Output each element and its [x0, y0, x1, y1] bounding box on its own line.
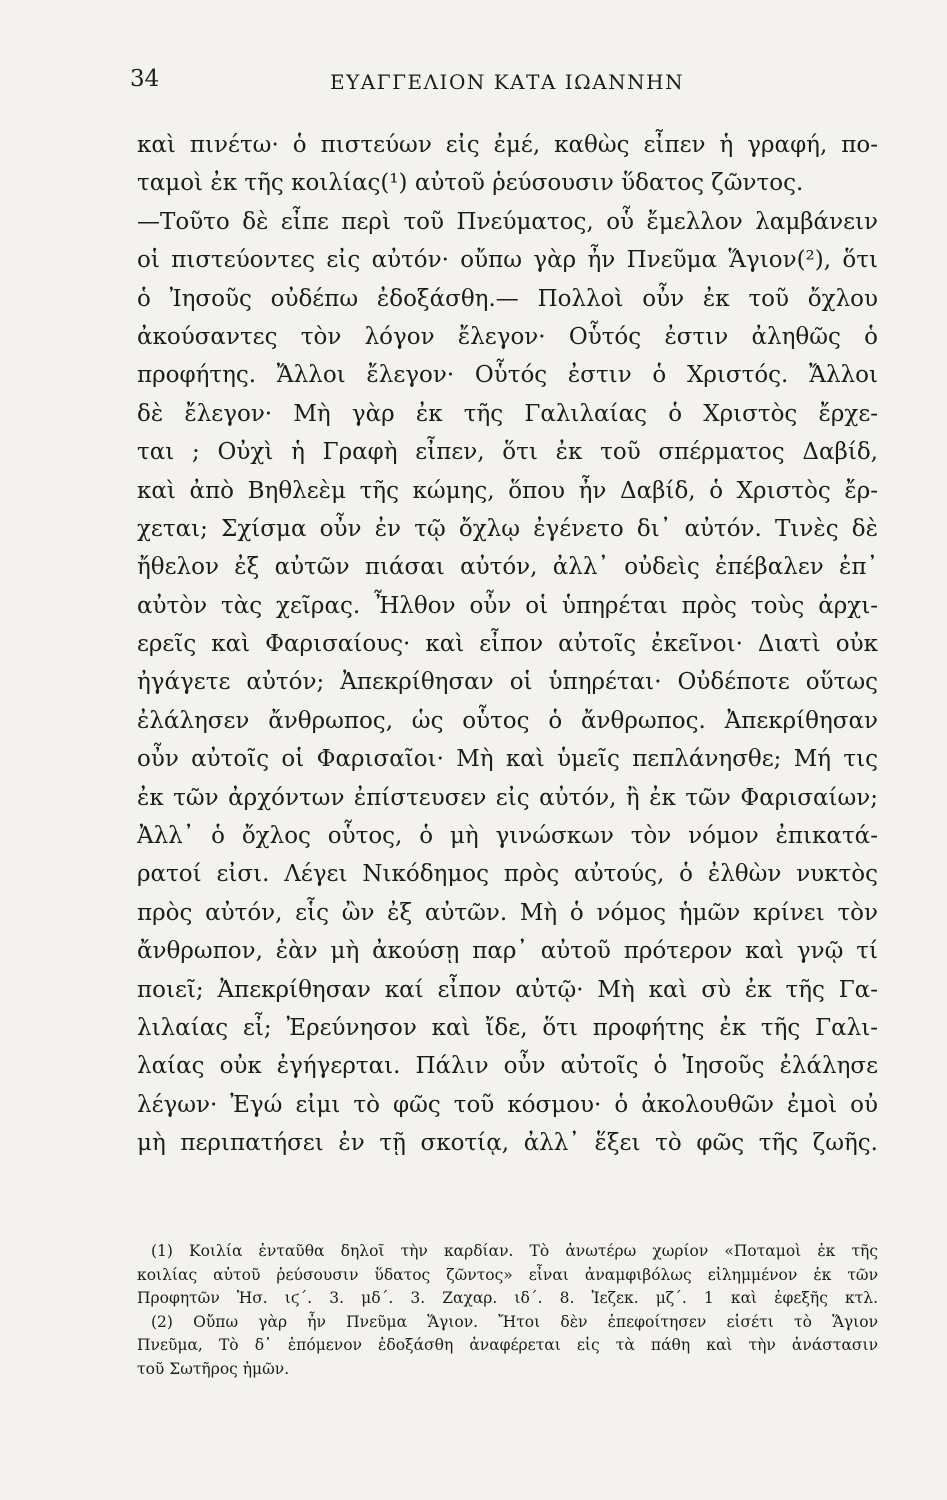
text-line: ἤθελον ἐξ αὐτῶν πιάσαι αὐτόν, ἀλλ᾿ οὐδεὶς ἐπέβαλεν ἐπ᾿ — [137, 554, 878, 581]
text-line: ερεῖς καὶ Φαρισαίους· καὶ εἶπον αὐτοῖς ἐκεῖνοι· Διατὶ οὐκ — [137, 631, 878, 658]
text-line: λιλαίας εἶ; Ἐρεύνησον καὶ ἴδε, ὅτι προφήτης ἐκ τῆς Γαλι- — [137, 1014, 878, 1041]
text-line: ἐκ τῶν ἀρχόντων ἐπίστευσεν εἰς αὐτόν, ἢ ἐκ τῶν Φαρισαίων; — [137, 784, 878, 811]
running-title: ΕΥΑΓΓΕΛΙΟΝ ΚΑΤΑ ΙΩΑΝΝΗΝ — [330, 70, 685, 94]
footnote-line: τοῦ Σωτῆρος ἡμῶν. — [137, 1359, 290, 1378]
text-line: ὁ Ἰησοῦς οὐδέπω ἐδοξάσθη.— Πολλοὶ οὖν ἐκ τοῦ ὄχλου — [137, 285, 878, 312]
text-line: οἱ πιστεύοντες εἰς αὐτόν· οὔπω γὰρ ἦν Πνεῦμα Ἅγιον(²), ὅτι — [137, 247, 878, 274]
text-line: —Τοῦτο δὲ εἶπε περὶ τοῦ Πνεύματος, οὗ ἔμελλον λαμβάνειν — [137, 208, 878, 235]
footnote-line: (2) Οὔπω γὰρ ἦν Πνεῦμα Ἅγιον. Ἤτοι δὲν ἐπεφοίτησεν εἰσέτι τὸ Ἅγιον — [151, 1312, 878, 1331]
footnote-line: (1) Κοιλία ἐνταῦθα δηλοῖ τὴν καρδίαν. Τὸ ἀνωτέρω χωρίον «Ποταμοὶ ἐκ τῆς — [151, 1242, 878, 1260]
text-line: ἄνθρωπον, ἐὰν μὴ ἀκούσῃ παρ᾿ αὐτοῦ πρότερον καὶ γνῷ τί — [137, 938, 878, 965]
text-line: προφήτης. Ἄλλοι ἔλεγον· Οὗτός ἐστιν ὁ Χριστός. Ἄλλοι — [137, 362, 878, 389]
footnote-line: Προφητῶν Ἡσ. ιϛ΄. 3. μδ΄. 3. Ζαχαρ. ιδ΄. 8. Ἰεζεκ. μζ΄. 1 καὶ ἐφεξῆς κτλ. — [137, 1289, 878, 1307]
text-line: ἐλάλησεν ἄνθρωπος, ὡς οὗτος ὁ ἄνθρωπος. Ἀπεκρίθησαν — [137, 707, 878, 734]
text-line: καὶ ἀπὸ Βηθλεὲμ τῆς κώμης, ὅπου ἦν Δαβίδ, ὁ Χριστὸς ἔρ- — [137, 477, 878, 504]
text-line: ποιεῖ; Ἀπεκρίθησαν καί εἶπον αὐτῷ· Μὴ καὶ σὺ ἐκ τῆς Γα- — [137, 976, 878, 1003]
footnotes — [137, 1240, 878, 1381]
main-text — [137, 126, 878, 1163]
footnote-line: κοιλίας αὐτοῦ ῥεύσουσιν ὕδατος ζῶντος» εἶναι ἀναμφιβόλως εἰλημμένον ἐκ τῶν — [137, 1265, 878, 1284]
text-line: δὲ ἔλεγον· Μὴ γὰρ ἐκ τῆς Γαλιλαίας ὁ Χριστὸς ἔρχε- — [137, 400, 878, 427]
text-line: λέγων· Ἐγώ εἰμι τὸ φῶς τοῦ κόσμου· ὁ ἀκολουθῶν ἐμοὶ οὐ — [137, 1091, 878, 1118]
text-line: πρὸς αὐτόν, εἷς ὢν ἐξ αὐτῶν. Μὴ ὁ νόμος ἡμῶν κρίνει τὸν — [137, 899, 878, 926]
text-line: ἠγάγετε αὐτόν; Ἀπεκρίθησαν οἱ ὑπηρέται· Οὐδέποτε οὕτως — [137, 669, 878, 696]
text-line: μὴ περιπατήσει ἐν τῇ σκοτίᾳ, ἀλλ᾿ ἕξει τὸ φῶς τῆς ζωῆς. — [137, 1130, 878, 1157]
text-line: ταμοὶ ἐκ τῆς κοιλίας(¹) αὐτοῦ ῥεύσουσιν ὕδατος ζῶντος. — [137, 170, 804, 197]
text-line: ρατοί εἰσι. Λέγει Νικόδημος πρὸς αὐτούς, ὁ ἐλθὼν νυκτὸς — [137, 861, 878, 888]
text-line: χεται; Σχίσμα οὖν ἐν τῷ ὄχλῳ ἐγένετο δι᾿ αὐτόν. Τινὲς δὲ — [137, 515, 878, 542]
text-line: Ἀλλ᾿ ὁ ὄχλος οὗτος, ὁ μὴ γινώσκων τὸν νόμον ἐπικατά- — [137, 823, 878, 850]
text-line: αὐτὸν τὰς χεῖρας. Ἦλθον οὖν οἱ ὑπηρέται πρὸς τοὺς ἀρχι- — [137, 592, 878, 619]
page-header — [130, 66, 880, 106]
footnote-line: Πνεῦμα, Τὸ δ᾿ ἑπόμενον ἐδοξάσθη ἀναφέρεται εἰς τὰ πάθη καὶ τὴν ἀνάστασιν — [137, 1336, 878, 1354]
text-line: ται ; Οὐχὶ ἡ Γραφὴ εἶπεν, ὅτι ἐκ τοῦ σπέρματος Δαβίδ, — [137, 439, 878, 466]
page-number: 34 — [130, 66, 160, 92]
text-line: ἀκούσαντες τὸν λόγον ἔλεγον· Οὗτός ἐστιν ἀληθῶς ὁ — [137, 323, 878, 350]
text-line: καὶ πινέτω· ὁ πιστεύων εἰς ἐμέ, καθὼς εἶπεν ἡ γραφή, πο- — [137, 132, 878, 158]
text-line: λαίας οὐκ ἐγήγερται. Πάλιν οὖν αὐτοῖς ὁ Ἰησοῦς ἐλάλησε — [137, 1053, 878, 1080]
text-line: οὖν αὐτοῖς οἱ Φαρισαῖοι· Μὴ καὶ ὑμεῖς πεπλάνησθε; Μή τις — [137, 746, 878, 773]
